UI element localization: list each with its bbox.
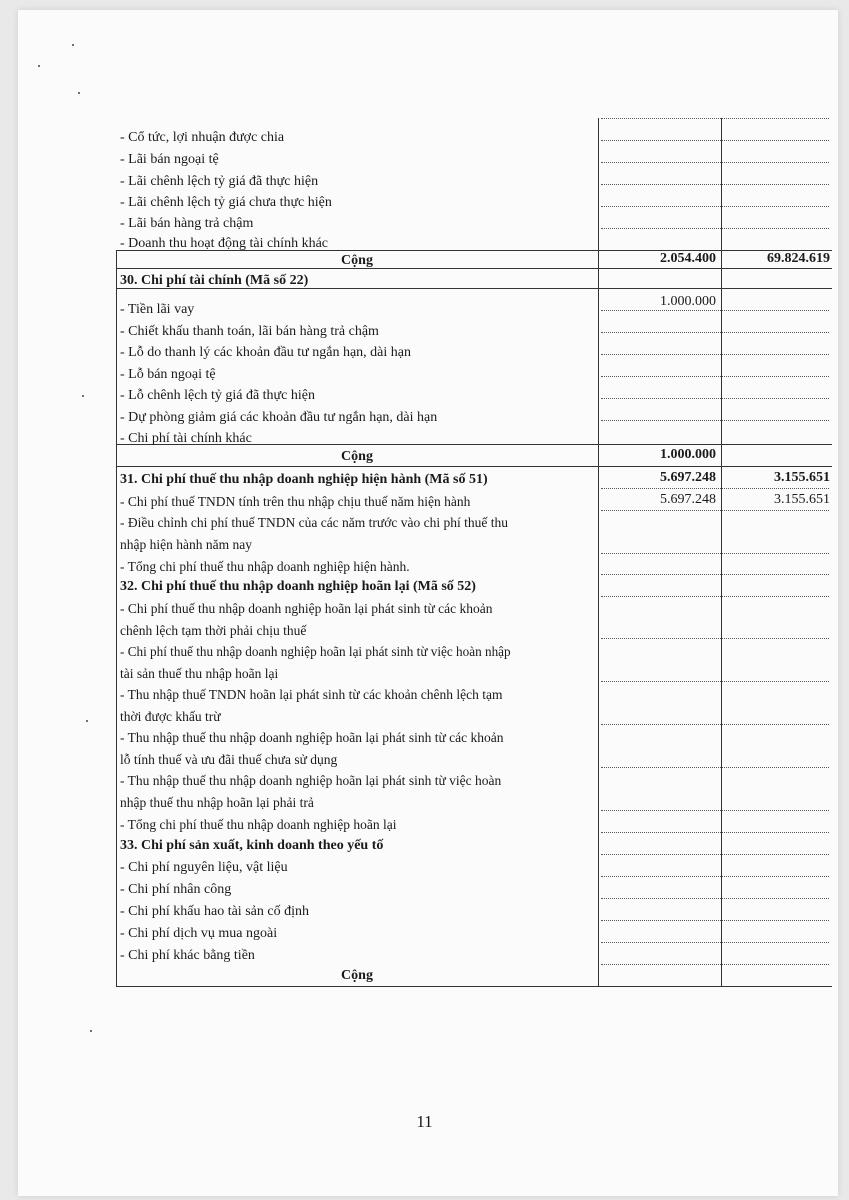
s30-title: 30. Chi phí tài chính (Mã số 22) [120, 273, 309, 288]
scan-speck [72, 44, 74, 46]
dotted-rule [601, 140, 829, 141]
dotted-rule [601, 398, 829, 399]
dotted-rule [601, 854, 829, 855]
s32-line6: - Tổng chi phí thuế thu nhập doanh nghiệp hoãn lại [120, 817, 397, 832]
dotted-rule [601, 832, 829, 833]
dotted-rule [601, 228, 829, 229]
dotted-rule [601, 964, 829, 965]
s29-item: - Lãi bán ngoại tệ [120, 152, 219, 167]
scan-speck [78, 92, 80, 94]
dotted-rule [601, 332, 829, 333]
dotted-rule [601, 162, 829, 163]
s30-item: - Tiền lãi vay [120, 302, 195, 317]
s29-item: - Lãi bán hàng trả chậm [120, 216, 254, 231]
dotted-rule [601, 810, 829, 811]
s31-title-previous: 3.155.651 [774, 470, 830, 485]
s29-item: - Cổ tức, lợi nhuận được chia [120, 130, 285, 145]
dotted-rule [601, 510, 829, 511]
s33-item: - Chi phí nhân công [120, 882, 232, 897]
dotted-rule [601, 206, 829, 207]
dotted-rule [601, 767, 829, 768]
scan-speck [38, 65, 40, 67]
dotted-rule [601, 354, 829, 355]
s30-item: - Lỗ bán ngoại tệ [120, 367, 216, 382]
s30-interest-current: 1.000.000 [660, 294, 716, 309]
s31-line1: - Chi phí thuế TNDN tính trên thu nhập chịu thuế năm hiện hành [120, 494, 471, 509]
dotted-rule [601, 876, 829, 877]
dotted-rule [601, 681, 829, 682]
s33-item: - Chi phí khấu hao tài sản cố định [120, 904, 309, 919]
s32-line1-cont: chênh lệch tạm thời phải chịu thuế [120, 623, 307, 638]
dotted-rule [601, 420, 829, 421]
dotted-rule [601, 488, 829, 489]
s33-title: 33. Chi phí sản xuất, kinh doanh theo yếu tố [120, 838, 384, 853]
dotted-rule [601, 942, 829, 943]
s31-line2-cont: nhập hiện hành năm nay [120, 537, 252, 552]
s30-total-label: Cộng [341, 449, 373, 464]
dotted-rule [601, 184, 829, 185]
dotted-rule [601, 596, 829, 597]
dotted-rule [601, 724, 829, 725]
column-divider-1 [598, 118, 599, 986]
s32-line3: - Thu nhập thuế TNDN hoãn lại phát sinh từ các khoản chênh lệch tạm [120, 687, 503, 702]
s30-item: - Chiết khấu thanh toán, lãi bán hàng trả chậm [120, 324, 379, 339]
scan-speck [82, 395, 84, 397]
s33-item: - Chi phí khác bằng tiền [120, 948, 255, 963]
s31-line1-previous: 3.155.651 [774, 492, 830, 507]
s32-line1: - Chi phí thuế thu nhập doanh nghiệp hoãn lại phát sinh từ các khoản [120, 601, 493, 616]
s29-total-label: Cộng [341, 253, 373, 268]
s31-line1-current: 5.697.248 [660, 492, 716, 507]
s31-title: 31. Chi phí thuế thu nhập doanh nghiệp hiện hành (Mã số 51) [120, 472, 488, 487]
scan-speck [86, 720, 88, 722]
table-bottom-border [116, 986, 832, 987]
rule [116, 466, 832, 467]
s29-item: - Lãi chênh lệch tỷ giá đã thực hiện [120, 174, 319, 189]
s31-line3: - Tổng chi phí thuế thu nhập doanh nghiệp hiện hành. [120, 559, 410, 574]
dotted-rule [601, 898, 829, 899]
s29-total-previous: 69.824.619 [767, 251, 830, 266]
dotted-rule [601, 920, 829, 921]
s32-line5-cont: nhập thuế thu nhập hoãn lại phải trả [120, 795, 314, 810]
dotted-rule [601, 574, 829, 575]
s30-total-current: 1.000.000 [660, 447, 716, 462]
s31-line2: - Điều chỉnh chi phí thuế TNDN của các năm trước vào chi phí thuế thu [120, 515, 508, 530]
s30-item: - Chi phí tài chính khác [120, 431, 252, 446]
s31-title-current: 5.697.248 [660, 470, 716, 485]
scan-speck [90, 1030, 92, 1032]
s32-line4: - Thu nhập thuế thu nhập doanh nghiệp hoãn lại phát sinh từ các khoản [120, 730, 504, 745]
s32-line2: - Chi phí thuế thu nhập doanh nghiệp hoãn lại phát sinh từ việc hoàn nhập [120, 644, 511, 659]
dotted-rule [601, 638, 829, 639]
dotted-rule [601, 376, 829, 377]
page-number: 11 [416, 1112, 433, 1131]
s30-item: - Lỗ chênh lệch tỷ giá đã thực hiện [120, 388, 315, 403]
s29-item: - Lãi chênh lệch tỷ giá chưa thực hiện [120, 195, 332, 210]
s33-item: - Chi phí nguyên liệu, vật liệu [120, 860, 288, 875]
s33-item: - Chi phí dịch vụ mua ngoài [120, 926, 278, 941]
s30-item: - Dự phòng giảm giá các khoản đầu tư ngắn hạn, dài hạn [120, 410, 438, 425]
s32-line4-cont: lỗ tính thuế và ưu đãi thuế chưa sử dụng [120, 752, 338, 767]
s32-title: 32. Chi phí thuế thu nhập doanh nghiệp hoãn lại (Mã số 52) [120, 579, 476, 594]
column-divider-2 [721, 118, 722, 986]
dotted-rule [601, 553, 829, 554]
notes-table [116, 118, 832, 988]
s29-total-current: 2.054.400 [660, 251, 716, 266]
table-left-border [116, 250, 117, 986]
s33-total-label: Cộng [341, 968, 373, 983]
s30-item: - Lỗ do thanh lý các khoản đầu tư ngắn hạn, dài hạn [120, 345, 411, 360]
dotted-rule [601, 118, 829, 119]
s32-line3-cont: thời được khấu trừ [120, 709, 221, 724]
s29-item: - Doanh thu hoạt động tài chính khác [120, 236, 329, 251]
s32-line5: - Thu nhập thuế thu nhập doanh nghiệp hoãn lại phát sinh từ việc hoàn [120, 773, 502, 788]
s32-line2-cont: tài sản thuế thu nhập hoãn lại [120, 666, 279, 681]
